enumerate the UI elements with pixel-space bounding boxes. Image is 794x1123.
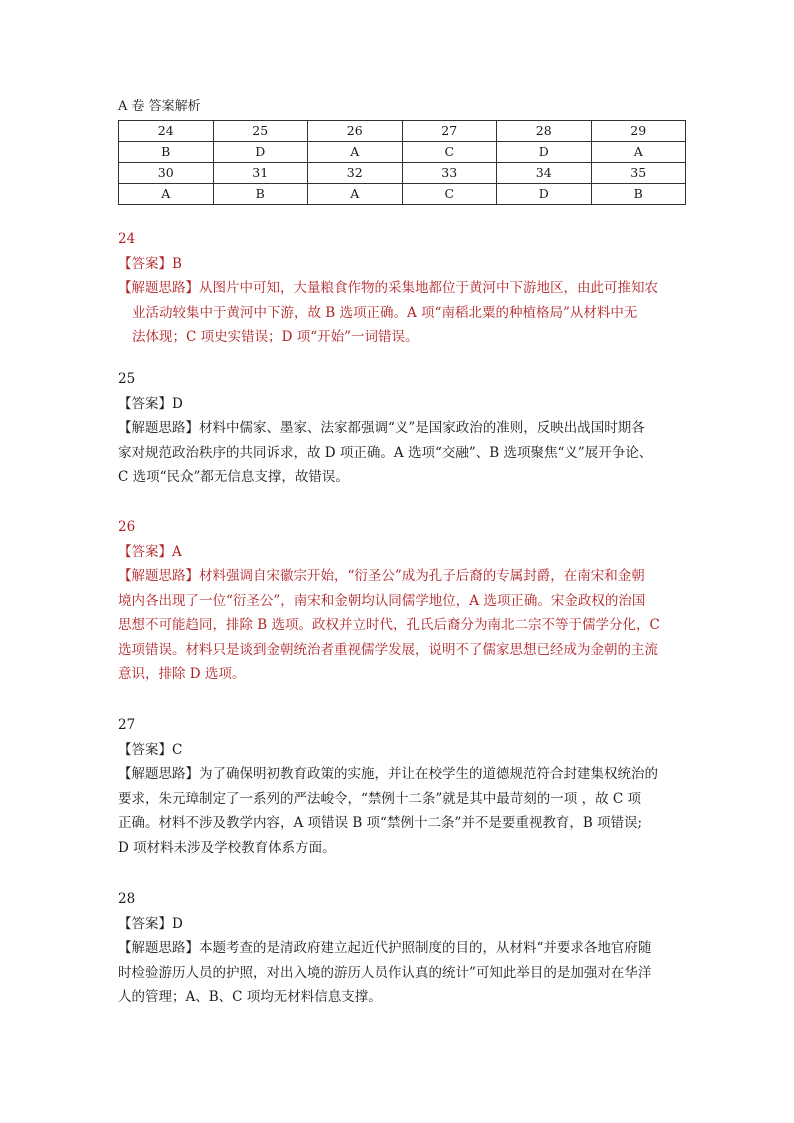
table-cell: 26 (308, 121, 403, 142)
explanation-line: 时检验游历人员的护照，对出入境的游历人员作认真的统计”可知此举目的是加强对在华洋 (118, 964, 652, 981)
explanation-line: 正确。材料不涉及教学内容，A 项错误 B 项“禁例十二条”并不是要重视教育，B 项错误; (118, 815, 643, 831)
explanation-line: C 选项“民众”都无信息支撑，故错误。 (118, 469, 349, 485)
table-cell: D (497, 142, 592, 163)
question-24 (118, 227, 688, 350)
table-cell: C (402, 142, 497, 163)
question-27 (118, 713, 688, 860)
answer-table (118, 120, 686, 205)
answer-line: 【答案】C (118, 741, 183, 758)
answer-line: 【答案】A (118, 543, 182, 560)
table-cell: 32 (308, 163, 403, 184)
table-cell: 29 (591, 121, 686, 142)
table-row (119, 163, 686, 184)
explanation-line: 境内各出现了一位“衍圣公”，南宋和金朝均认同儒学地位，A 选项正确。宋金政权的治国 (118, 592, 646, 609)
question-number: 27 (118, 717, 136, 733)
explanation-line: 【解题思路】材料中儒家、墨家、法家都强调“义”是国家政治的准则，反映出战国时期各 (118, 420, 645, 436)
question-26 (118, 515, 688, 687)
question-25 (118, 367, 688, 490)
page-title: A 卷 答案解析 (118, 99, 201, 114)
table-cell: 30 (119, 163, 214, 184)
table-cell: 25 (213, 121, 308, 142)
table-cell: 27 (402, 121, 497, 142)
table-row (119, 184, 686, 205)
table-cell: A (591, 142, 686, 163)
table-cell: 35 (591, 163, 686, 184)
table-row (119, 121, 686, 142)
table-cell: D (213, 142, 308, 163)
question-28 (118, 887, 688, 1010)
table-cell: 31 (213, 163, 308, 184)
explanation-line: 【解题思路】为了确保明初教育政策的实施，并让在校学生的道德规范符合封建集权统治的 (118, 766, 658, 782)
table-cell: B (119, 142, 214, 163)
explanation-line: D 项材料未涉及学校教育体系方面。 (118, 839, 336, 856)
explanation-line: 【解题思路】材料强调自宋徽宗开始，“衍圣公”成为孔子后裔的专属封爵，在南宋和金朝 (118, 568, 645, 584)
table-cell: B (591, 184, 686, 205)
explanation-line: 业活动较集中于黄河中下游，故 B 选项正确。A 项“南稻北粟的种植格局”从材料中无 (132, 304, 638, 321)
explanation-line: 选项错误。材料只是谈到金朝统治者重视儒学发展，说明不了儒家思想已经成为金朝的主流 (118, 641, 658, 658)
table-cell: D (497, 184, 592, 205)
table-cell: 34 (497, 163, 592, 184)
explanation-line: 【解题思路】从图片中可知，大量粮食作物的采集地都位于黄河中下游地区，由此可推知农 (118, 280, 658, 296)
table-cell: A (119, 184, 214, 205)
explanation-line: 人的管理；A、B、C 项均无材料信息支撑。 (118, 989, 382, 1005)
explanation-line: 意识，排除 D 选项。 (118, 666, 246, 682)
question-number: 28 (118, 891, 136, 907)
question-number: 26 (118, 519, 136, 535)
explanation-line: 家对规范政治秩序的共同诉求，故 D 项正确。A 选项“交融”、B 选项聚焦“义”展开争论、 (118, 444, 653, 461)
table-cell: 33 (402, 163, 497, 184)
answer-line: 【答案】D (118, 915, 183, 932)
explanation-line: 思想不可能趋同，排除 B 选项。政权并立时代，孔氏后裔分为南北二宗不等于儒学分化，C (118, 617, 660, 633)
table-cell: A (308, 184, 403, 205)
table-cell: 24 (119, 121, 214, 142)
question-number: 25 (118, 371, 136, 387)
table-cell: A (308, 142, 403, 163)
table-cell: B (213, 184, 308, 205)
answer-line: 【答案】D (118, 395, 183, 412)
explanation-line: 要求，朱元璋制定了一系列的严法峻令，“禁例十二条”就是其中最苛刻的一项 ，故 C 项 (118, 790, 642, 807)
explanation-line: 【解题思路】本题考查的是清政府建立起近代护照制度的目的，从材料“并要求各地官府随 (118, 940, 652, 956)
question-number: 24 (118, 231, 136, 247)
table-cell: C (402, 184, 497, 205)
table-row (119, 142, 686, 163)
table-cell: 28 (497, 121, 592, 142)
answer-line: 【答案】B (118, 255, 182, 272)
explanation-line: 法体现；C 项史实错误；D 项“开始”一词错误。 (132, 329, 419, 345)
